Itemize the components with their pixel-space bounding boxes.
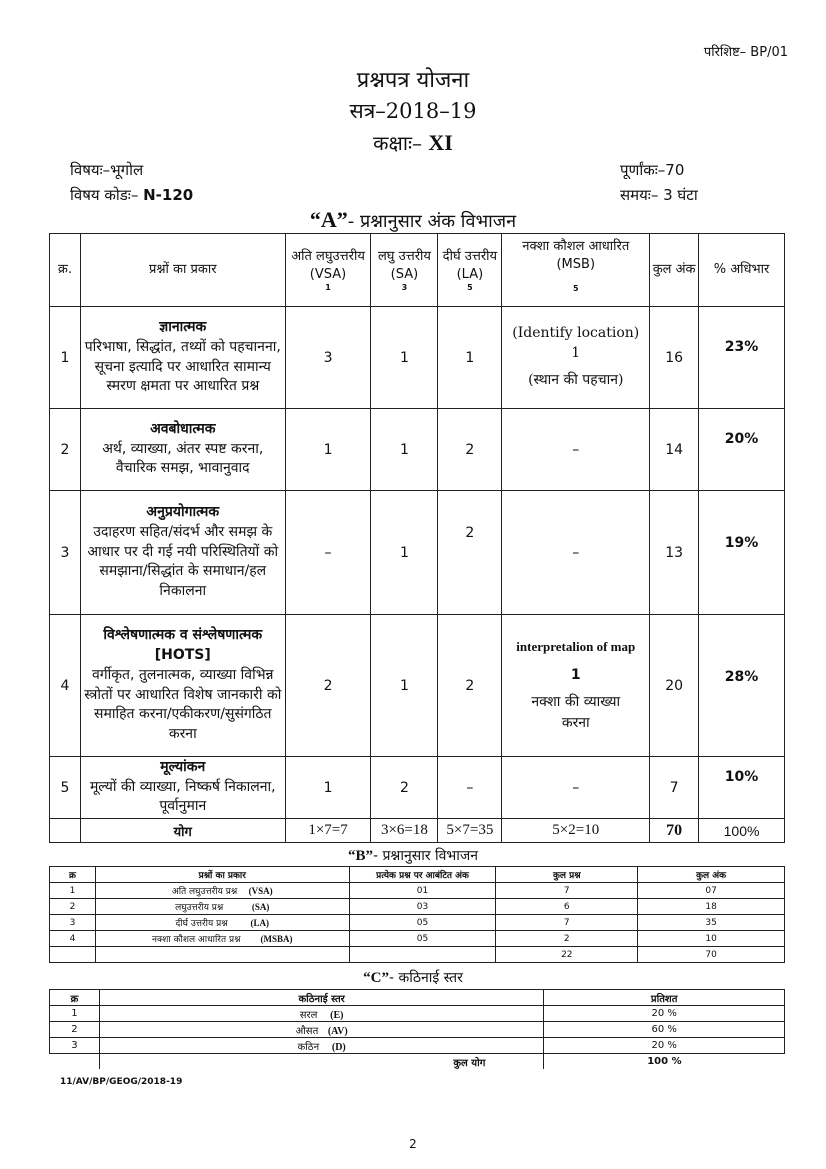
row-type-code: (VSA) — [248, 886, 273, 896]
row-type-label: लघुउत्तरीय प्रश्न — [175, 903, 224, 913]
subject-code-line — [70, 185, 193, 205]
row-sr: 1 — [50, 1006, 100, 1022]
table-row — [50, 1038, 785, 1054]
table-row — [50, 757, 785, 819]
table-total-row — [50, 1054, 785, 1070]
row-la: 2 — [438, 409, 502, 491]
corner-code: परिशिष्ट– BP/01 — [703, 45, 788, 60]
row-level-code: (E) — [330, 1009, 344, 1021]
table-row — [50, 883, 785, 899]
row-percent: 60 % — [544, 1022, 785, 1038]
document-code: 11/AV/BP/GEOG/2018-19 — [60, 1077, 183, 1087]
row-level — [99, 1038, 543, 1054]
row-count: 2 — [496, 931, 638, 947]
row-pct: 20% — [699, 409, 785, 491]
col-sr: क्र. — [50, 234, 81, 307]
row-msb-line3: नक्शा की व्याख्या करना — [531, 693, 621, 731]
row-type-head: अनुप्रयोगात्मक — [146, 503, 220, 520]
row-type — [80, 615, 285, 757]
row-total: 18 — [638, 899, 785, 915]
row-msb — [502, 615, 650, 757]
col-vsa-marks: 1 — [325, 283, 331, 293]
row-total: 13 — [650, 491, 699, 615]
row-type-desc: वर्गीकृत, तुलनात्मक, व्याख्या विभिन्न स्त्रोतों पर आधारित विशेष जानकारी को समाहित करना/एकीकरण/सुसंगठित करना — [84, 666, 282, 743]
table-total-row — [50, 947, 785, 963]
col-sr: क्र — [50, 867, 96, 883]
row-type — [95, 931, 349, 947]
subject: विषयः–भूगोल — [70, 161, 144, 179]
row-sr: 3 — [50, 1038, 100, 1054]
class-line — [0, 129, 826, 156]
row-type — [80, 409, 285, 491]
question-distribution-table — [49, 866, 785, 963]
row-type-label: अति लघुउत्तरीय प्रश्न — [171, 887, 238, 897]
table-row — [50, 409, 785, 491]
row-msb-line1: (Identify location) — [512, 325, 640, 342]
col-la-label: दीर्घ उत्तरीय (LA) — [442, 248, 498, 282]
col-weight: % अधिभार — [699, 234, 785, 307]
table-row — [50, 1006, 785, 1022]
row-type-code: (MSBA) — [260, 934, 293, 944]
row-marks-each: 05 — [349, 931, 496, 947]
section-b-heading — [0, 846, 826, 865]
row-la: 1 — [438, 307, 502, 409]
subject-code-label: विषय कोडः– — [70, 186, 139, 204]
row-msb — [502, 307, 650, 409]
row-type-desc: अर्थ, व्याख्या, अंतर स्पष्ट करना, वैचारिक समझ, भावानुवाद — [102, 440, 264, 477]
subject-code: N-120 — [143, 186, 194, 204]
row-type-label: दीर्घ उत्तरीय प्रश्न — [175, 919, 228, 929]
row-level-label: औसत — [295, 1025, 319, 1037]
col-total: कुल अंक — [638, 867, 785, 883]
section-b-quote: “B” — [347, 848, 373, 864]
section-b-title: - प्रश्नानुसार विभाजन — [372, 848, 479, 864]
table-row — [50, 615, 785, 757]
total-marks: 70 — [638, 947, 785, 963]
row-level — [99, 1022, 543, 1038]
row-msb: – — [502, 409, 650, 491]
col-type: प्रश्नों का प्रकार — [95, 867, 349, 883]
row-level-label: कठिन — [297, 1041, 320, 1053]
row-level — [99, 1006, 543, 1022]
row-la: – — [438, 757, 502, 819]
row-pct: 28% — [699, 615, 785, 757]
row-vsa: 2 — [285, 615, 371, 757]
section-a-title: - प्रश्नानुसार अंक विभाजन — [347, 211, 517, 232]
row-type — [95, 899, 349, 915]
col-level: कठिनाई स्तर — [99, 990, 543, 1006]
total-la: 5×7=35 — [438, 819, 502, 843]
table-total-row — [50, 819, 785, 843]
total-pct: 100% — [699, 819, 785, 843]
row-msb: – — [502, 757, 650, 819]
row-total: 16 — [650, 307, 699, 409]
row-type-desc: परिभाषा, सिद्धांत, तथ्यों को पहचानना, सूचना इत्यादि पर आधारित सामान्य स्मरण क्षमता पर आधारित प्रश्न — [84, 338, 281, 395]
row-count: 6 — [496, 899, 638, 915]
row-sa: 1 — [371, 409, 438, 491]
total-sr — [50, 947, 96, 963]
col-sa-label: लघु उत्तरीय (SA) — [377, 248, 431, 282]
row-total: 20 — [650, 615, 699, 757]
row-type — [80, 491, 285, 615]
row-type-head: अवबोधात्मक — [150, 420, 216, 437]
row-vsa: 1 — [285, 757, 371, 819]
col-vsa — [285, 234, 371, 307]
row-la: 2 — [438, 491, 502, 615]
table-header-row — [50, 990, 785, 1006]
col-count: कुल प्रश्न — [496, 867, 638, 883]
row-vsa: 3 — [285, 307, 371, 409]
table-header-row — [50, 234, 785, 307]
row-type-code: (SA) — [251, 902, 270, 912]
total-sr — [50, 1054, 100, 1070]
col-sa — [371, 234, 438, 307]
section-c-title: - कठिनाई स्तर — [388, 970, 463, 986]
row-la: 2 — [438, 615, 502, 757]
row-msb-line2: 1 — [570, 666, 581, 683]
row-sr: 3 — [50, 491, 81, 615]
section-c-heading — [0, 968, 826, 987]
page-number: 2 — [409, 1137, 417, 1151]
row-msb-line2: 1 — [571, 344, 581, 361]
row-marks-each: 05 — [349, 915, 496, 931]
table-row — [50, 1022, 785, 1038]
row-pct: 10% — [699, 757, 785, 819]
row-sr: 4 — [50, 615, 81, 757]
total-marks-each — [349, 947, 496, 963]
row-sr: 4 — [50, 931, 96, 947]
row-msb-line3: (स्थान की पहचान) — [528, 372, 624, 389]
total-type — [95, 947, 349, 963]
page-title: प्रश्नपत्र योजना — [356, 68, 470, 93]
row-sa: 1 — [371, 307, 438, 409]
class-value: XI — [428, 130, 453, 155]
table-row — [50, 915, 785, 931]
row-type-head: विश्लेषणात्मक व संश्लेषणात्मक [HOTS] — [103, 626, 263, 663]
row-count: 7 — [496, 915, 638, 931]
col-msb-label: नक्शा कौशल आधारित (MSB) — [522, 239, 630, 272]
col-sr: क्र — [50, 990, 100, 1006]
total-marks: 70 — [650, 819, 699, 843]
col-la — [438, 234, 502, 307]
row-count: 7 — [496, 883, 638, 899]
row-sa: 1 — [371, 491, 438, 615]
table-row — [50, 491, 785, 615]
row-msb: – — [502, 491, 650, 615]
difficulty-level-table — [49, 989, 785, 1069]
row-sa: 1 — [371, 615, 438, 757]
class-label: कक्षाः– — [373, 131, 423, 155]
col-percent: प्रतिशत — [544, 990, 785, 1006]
col-sa-marks: 3 — [401, 283, 408, 293]
total-sa: 3×6=18 — [371, 819, 438, 843]
row-level-code: (D) — [331, 1041, 346, 1053]
total-percent: 100 % — [544, 1054, 785, 1070]
row-sr: 1 — [50, 883, 96, 899]
row-sr: 1 — [50, 307, 81, 409]
time: समयः– 3 घंटा — [620, 186, 698, 204]
total-vsa: 1×7=7 — [285, 819, 371, 843]
col-msb — [502, 234, 650, 307]
col-msb-marks: 5 — [572, 284, 579, 294]
row-type-desc: उदाहरण सहित/संदर्भ और समझ के आधार पर दी गई नयी परिस्थितियों को समझाना/सिद्धांत के समाधान/हल निकालना — [87, 523, 279, 600]
full-marks: पूर्णांकः–70 — [620, 161, 685, 179]
session: सत्र–2018–19 — [349, 99, 477, 123]
col-total: कुल अंक — [650, 234, 699, 307]
row-level-code: (AV) — [327, 1025, 348, 1037]
row-type — [80, 307, 285, 409]
row-marks-each: 01 — [349, 883, 496, 899]
row-type-label: नक्शा कौशल आधारित प्रश्न — [152, 935, 241, 945]
col-vsa-label: अति लघुउत्तरीय (VSA) — [291, 248, 365, 282]
col-marks-each: प्रत्येक प्रश्न पर आबंटित अंक — [349, 867, 496, 883]
row-sr: 2 — [50, 409, 81, 491]
col-la-marks: 5 — [467, 283, 473, 293]
table-row — [50, 307, 785, 409]
row-type-desc: मूल्यों की व्याख्या, निष्कर्ष निकालना, पूर्वानुमान — [89, 778, 276, 815]
marks-distribution-table — [49, 233, 785, 843]
table-header-row — [50, 867, 785, 883]
row-vsa: – — [285, 491, 371, 615]
row-total: 14 — [650, 409, 699, 491]
row-type-head: मूल्यांकन — [160, 758, 206, 775]
section-a-quote: “A” — [309, 207, 348, 232]
row-percent: 20 % — [544, 1038, 785, 1054]
total-label: कुल योग — [99, 1054, 543, 1070]
row-type — [80, 757, 285, 819]
row-total: 10 — [638, 931, 785, 947]
row-pct: 19% — [699, 491, 785, 615]
row-total: 07 — [638, 883, 785, 899]
row-type — [95, 915, 349, 931]
table-row — [50, 899, 785, 915]
row-sr: 2 — [50, 1022, 100, 1038]
total-count: 22 — [496, 947, 638, 963]
row-marks-each: 03 — [349, 899, 496, 915]
row-type-code: (LA) — [250, 918, 269, 928]
row-type — [95, 883, 349, 899]
row-type-head: ज्ञानात्मक — [159, 318, 207, 335]
total-msb: 5×2=10 — [502, 819, 650, 843]
total-sr — [50, 819, 81, 843]
row-sr: 2 — [50, 899, 96, 915]
row-total: 7 — [650, 757, 699, 819]
row-sr: 5 — [50, 757, 81, 819]
row-vsa: 1 — [285, 409, 371, 491]
row-total: 35 — [638, 915, 785, 931]
row-percent: 20 % — [544, 1006, 785, 1022]
table-row — [50, 931, 785, 947]
row-sa: 2 — [371, 757, 438, 819]
row-sr: 3 — [50, 915, 96, 931]
total-label: योग — [80, 819, 285, 843]
col-type: प्रश्नों का प्रकार — [80, 234, 285, 307]
row-level-label: सरल — [299, 1009, 318, 1021]
section-a-heading — [0, 207, 826, 233]
row-pct: 23% — [699, 307, 785, 409]
section-c-quote: “C” — [363, 970, 389, 986]
row-msb-line1: interpretalion of map — [516, 639, 636, 655]
